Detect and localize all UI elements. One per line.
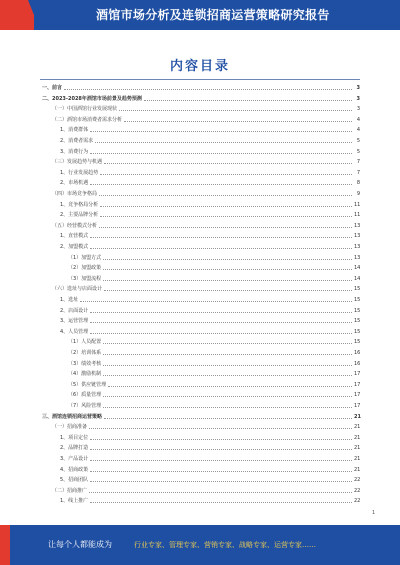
toc-entry-label: 4、人员管理 [60, 328, 89, 335]
toc-entry-label: （六）选址与店面设计 [52, 286, 103, 293]
toc-entry-page: 14 [354, 265, 361, 272]
toc-entry[interactable] [52, 423, 360, 431]
toc-entry-label: （五）经营模式分析 [52, 222, 98, 229]
toc-entry-label: 1、项目定位 [60, 434, 89, 441]
toc-entry-page: 15 [354, 328, 361, 335]
toc-leader-dots [104, 415, 352, 419]
toc-entry-page: 21 [354, 413, 361, 420]
toc-entry-page: 17 [354, 403, 361, 409]
toc-entry-label: （5）供应链管理 [68, 381, 107, 388]
toc-entry-label: 5、招商团队 [60, 477, 89, 484]
toc-entry-label: （4）激励机制 [68, 371, 102, 378]
toc-entry[interactable] [60, 307, 360, 315]
toc-entry[interactable] [42, 413, 360, 421]
toc-entry-label: 2、加盟模式 [60, 244, 89, 250]
toc-entry-label: （二）酒馆市场消费者需求分析 [52, 116, 123, 123]
toc-entry[interactable] [60, 179, 360, 187]
toc-leader-dots [103, 256, 352, 260]
toc-leader-dots [90, 436, 352, 440]
toc-entry-page: 7 [356, 169, 360, 176]
toc-entry-page: 3 [356, 106, 360, 113]
toc-entry-page: 22 [354, 498, 361, 505]
toc-leader-dots [80, 298, 352, 302]
toc-entry-label: 3、产品设计 [60, 456, 89, 462]
toc-entry-page: 5 [356, 148, 360, 155]
toc-entry-label: 2、消费者需求 [60, 138, 94, 144]
toc-leader-dots [90, 468, 352, 472]
toc-entry[interactable] [60, 466, 360, 474]
toc-entry-page: 3 [356, 85, 360, 91]
toc-leader-dots [100, 213, 352, 217]
toc-title: 内容目录 [169, 59, 230, 74]
toc-leader-dots [90, 309, 352, 313]
toc-entry-label: （三）发展趋势与机遇 [52, 159, 103, 166]
toc-entry-label: （3）绩效考核 [68, 360, 102, 367]
toc-entry-label: （1）人员配置 [68, 339, 102, 346]
toc-leader-dots [64, 86, 352, 90]
toc-leader-dots [90, 181, 352, 185]
toc-entry-label: 1、行业发展趋势 [60, 169, 99, 176]
toc-entry-page: 17 [354, 392, 361, 399]
toc-entry-label: 2、市场机遇 [60, 180, 89, 187]
header-bar [0, 0, 400, 30]
toc-leader-dots [89, 425, 352, 429]
toc-entry-label: （一）招商准备 [52, 424, 88, 431]
toc-entry-page: 17 [354, 381, 361, 388]
toc-entry-page: 4 [356, 116, 360, 123]
toc-entry[interactable] [60, 211, 360, 219]
toc-entry-label: （2）加盟政策 [68, 265, 102, 272]
footer-bar [0, 525, 400, 565]
toc-leader-dots [90, 446, 352, 450]
toc-entry[interactable] [60, 169, 360, 177]
toc-leader-dots [103, 277, 352, 281]
toc-leader-dots [108, 383, 352, 387]
toc-entry[interactable] [60, 126, 360, 134]
toc-leader-dots [90, 245, 352, 249]
footer-accent [0, 525, 10, 565]
toc-leader-dots [99, 224, 352, 228]
toc-entry-label: （1）加盟方式 [68, 254, 102, 261]
toc-entry[interactable] [68, 360, 360, 368]
toc-entry-page: 9 [356, 191, 360, 197]
toc-entry-label: （一）中国酒馆行业发展现状 [52, 106, 118, 113]
toc-entry-page: 5 [356, 138, 360, 144]
toc-entry[interactable] [68, 254, 360, 262]
toc-entry[interactable] [60, 201, 360, 209]
toc-entry-label: 1、线上推广 [60, 498, 89, 505]
toc-entry[interactable] [68, 275, 360, 283]
toc-entry-label: （四）市场竞争格局 [52, 191, 98, 197]
toc-entry-page: 16 [354, 350, 361, 356]
toc-entry[interactable] [68, 338, 360, 346]
toc-leader-dots [90, 128, 352, 132]
toc-entry-page: 17 [354, 371, 361, 378]
toc-entry[interactable] [60, 296, 360, 304]
toc-leader-dots [90, 319, 352, 323]
toc-entry-label: 1、直营模式 [60, 233, 89, 240]
toc-entry[interactable] [52, 487, 360, 495]
toc-entry[interactable] [68, 349, 360, 357]
toc-entry-page: 11 [354, 212, 361, 219]
toc-entry[interactable] [52, 158, 360, 166]
header-accent-slant [28, 0, 40, 30]
toc-entry-page: 15 [354, 339, 361, 346]
toc-leader-dots [104, 160, 352, 164]
toc-leader-dots [90, 499, 352, 503]
toc-leader-dots [100, 171, 352, 175]
toc-entry[interactable] [60, 328, 360, 336]
toc-entry[interactable] [42, 84, 360, 92]
toc-entry-page: 15 [354, 297, 361, 303]
toc-entry-page: 7 [356, 159, 360, 166]
toc-entry-label: 一、前言 [42, 85, 63, 91]
toc-leader-dots [103, 362, 352, 366]
toc-entry-page: 13 [354, 233, 361, 240]
toc-entry-label: （二）招商推广 [52, 487, 88, 494]
toc-leader-dots [90, 330, 352, 334]
toc-entry[interactable] [60, 137, 360, 145]
toc-entry-label: 1、竞争格局分析 [60, 201, 99, 208]
toc-leader-dots [144, 97, 352, 101]
toc-entry-label: 4、招商政策 [60, 466, 89, 473]
toc-entry[interactable] [52, 105, 360, 113]
toc-leader-dots [103, 404, 352, 408]
toc-entry-page: 21 [354, 434, 361, 441]
toc-entry-page: 21 [354, 424, 361, 431]
document-title: 酒馆市场分析及连锁招商运营策略研究报告 [96, 8, 330, 22]
toc-entry[interactable] [60, 232, 360, 240]
toc-entry-label: 2、店面设计 [60, 307, 89, 314]
toc-entry-label: （7）风险管理 [68, 403, 102, 409]
toc-entry-page: 15 [354, 286, 361, 293]
footer-roles: 行业专家、管理专家、营销专家、战略专家、运营专家…… [134, 541, 316, 549]
toc-entry[interactable] [68, 402, 360, 410]
toc-leader-dots [90, 457, 352, 461]
toc-divider-top [40, 79, 360, 80]
toc-entry-page: 8 [356, 180, 360, 187]
toc-leader-dots [95, 139, 352, 143]
toc-entry[interactable] [60, 455, 360, 463]
toc-leader-dots [103, 266, 352, 270]
toc-leader-dots [124, 118, 352, 122]
toc-entry-label: 3、消费行为 [60, 148, 89, 155]
toc-entry-label: 3、运营管理 [60, 318, 89, 325]
toc-leader-dots [90, 150, 352, 154]
toc-entry-page: 16 [354, 360, 361, 367]
toc-entry[interactable] [68, 391, 360, 399]
page-number: 1 [372, 510, 376, 516]
toc-entry[interactable] [52, 190, 360, 198]
toc-leader-dots [90, 478, 352, 482]
toc-entry-label: 2、主要品牌分析 [60, 212, 99, 219]
toc-entry[interactable] [60, 148, 360, 156]
toc-entry[interactable] [60, 497, 360, 505]
toc-entry-label: 三、酒馆连锁招商运营策略 [42, 413, 103, 420]
toc-leader-dots [100, 203, 352, 207]
toc-leader-dots [99, 192, 352, 196]
toc-entry-label: （3）加盟流程 [68, 275, 102, 282]
toc-entry[interactable] [52, 222, 360, 230]
toc-entry-page: 13 [354, 222, 361, 229]
toc-leader-dots [103, 351, 352, 355]
toc-entry-label: 2、品牌打造 [60, 445, 89, 452]
toc-entry[interactable] [60, 317, 360, 325]
toc-entry-page: 14 [354, 275, 361, 282]
toc-entry-page: 21 [354, 466, 361, 473]
toc-entry-page: 22 [354, 477, 361, 484]
footer-tagline: 让每个人都能成为 [48, 540, 112, 549]
toc-leader-dots [103, 393, 352, 397]
toc-entry-page: 3 [356, 95, 360, 102]
toc-entry[interactable] [42, 95, 360, 103]
toc-entry-page: 21 [354, 456, 361, 462]
toc-entry-page: 22 [354, 487, 361, 494]
toc-entry-label: 二、2023-2028年酒馆市场前景及趋势预测 [42, 95, 142, 102]
toc-entry-page: 15 [354, 318, 361, 325]
toc-entry[interactable] [52, 116, 360, 124]
toc-leader-dots [119, 107, 352, 111]
toc-entry-page: 13 [354, 254, 361, 261]
toc-entry-page: 21 [354, 445, 361, 452]
toc-leader-dots [90, 234, 352, 238]
toc-entry-label: （6）质量管理 [68, 392, 102, 399]
toc-entry-label: 1、消费群体 [60, 127, 89, 134]
toc-entry[interactable] [52, 285, 360, 293]
toc-leader-dots [103, 340, 352, 344]
toc-entry[interactable] [68, 381, 360, 389]
toc-entry[interactable] [60, 434, 360, 442]
toc-entry[interactable] [68, 370, 360, 378]
toc-entry[interactable] [60, 444, 360, 452]
toc-entry-page: 15 [354, 307, 361, 314]
toc-leader-dots [104, 287, 352, 291]
toc-entry-page: 4 [356, 127, 360, 134]
toc-entry[interactable] [60, 476, 360, 484]
toc-entry-label: （2）培训体系 [68, 350, 102, 356]
toc-entry-label: 1、选址 [60, 297, 79, 303]
toc-entry[interactable] [60, 243, 360, 251]
toc-leader-dots [89, 489, 352, 493]
toc-entry-page: 11 [354, 201, 361, 208]
toc-entry[interactable] [68, 264, 360, 272]
toc-leader-dots [103, 372, 352, 376]
toc-entry-page: 13 [354, 244, 361, 250]
